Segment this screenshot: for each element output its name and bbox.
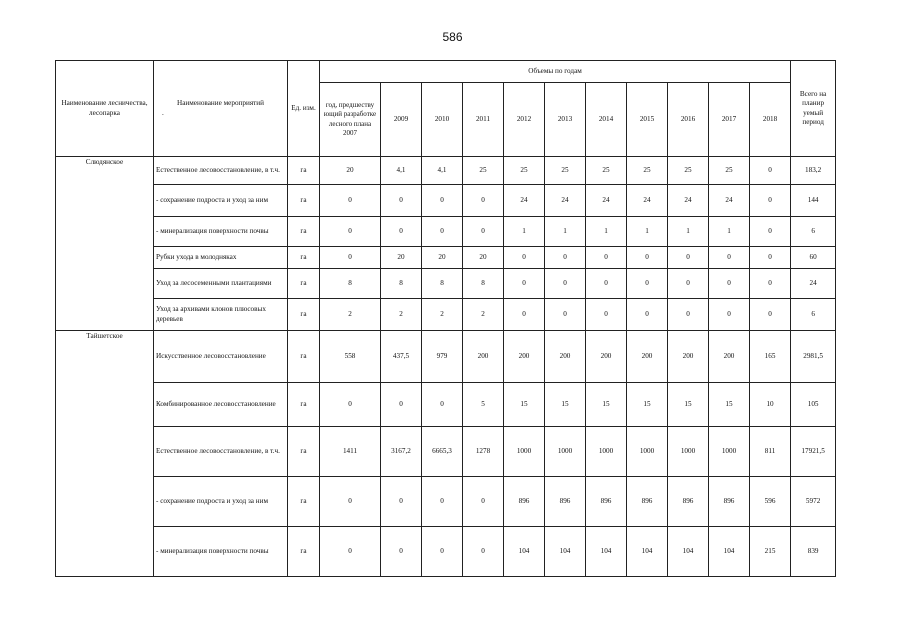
value-cell: 0 xyxy=(320,247,381,269)
value-cell: 0 xyxy=(750,157,791,185)
total-cell: 5972 xyxy=(791,477,836,527)
value-cell: 0 xyxy=(627,269,668,299)
value-cell: 15 xyxy=(709,383,750,427)
value-cell: 596 xyxy=(750,477,791,527)
value-cell: 0 xyxy=(709,269,750,299)
value-cell: 0 xyxy=(668,299,709,331)
activity-name: Искусственное лесовосстановление xyxy=(154,331,288,383)
value-cell: 979 xyxy=(422,331,463,383)
activity-name: - минерализация поверхности почвы xyxy=(154,527,288,577)
value-cell: 0 xyxy=(320,383,381,427)
table-row xyxy=(56,247,836,269)
value-cell: 0 xyxy=(545,269,586,299)
table-row xyxy=(56,331,836,383)
header-year: 2018 xyxy=(750,83,791,157)
value-cell: 0 xyxy=(463,217,504,247)
value-cell: 25 xyxy=(668,157,709,185)
value-cell: 200 xyxy=(627,331,668,383)
table-row xyxy=(56,383,836,427)
value-cell: 24 xyxy=(545,185,586,217)
value-cell: 25 xyxy=(709,157,750,185)
value-cell: 215 xyxy=(750,527,791,577)
value-cell: 15 xyxy=(504,383,545,427)
value-cell: 0 xyxy=(709,299,750,331)
value-cell: 2 xyxy=(320,299,381,331)
activity-name: - сохранение подроста и уход за ним xyxy=(154,185,288,217)
unit-cell: га xyxy=(288,383,320,427)
value-cell: 24 xyxy=(668,185,709,217)
value-cell: 896 xyxy=(627,477,668,527)
value-cell: 0 xyxy=(422,477,463,527)
value-cell: 25 xyxy=(586,157,627,185)
value-cell: 0 xyxy=(381,527,422,577)
value-cell: 437,5 xyxy=(381,331,422,383)
header-activity: Наименование мероприятий . xyxy=(154,61,288,157)
value-cell: 0 xyxy=(504,247,545,269)
value-cell: 1 xyxy=(668,217,709,247)
value-cell: 0 xyxy=(381,477,422,527)
activity-name: Уход за лесосеменными плантациями xyxy=(154,269,288,299)
value-cell: 0 xyxy=(320,185,381,217)
table-row xyxy=(56,527,836,577)
value-cell: 25 xyxy=(463,157,504,185)
value-cell: 3167,2 xyxy=(381,427,422,477)
value-cell: 10 xyxy=(750,383,791,427)
value-cell: 0 xyxy=(750,269,791,299)
total-cell: 2981,5 xyxy=(791,331,836,383)
value-cell: 8 xyxy=(422,269,463,299)
value-cell: 1000 xyxy=(545,427,586,477)
value-cell: 0 xyxy=(668,269,709,299)
value-cell: 2 xyxy=(463,299,504,331)
value-cell: 1000 xyxy=(627,427,668,477)
header-year: 2011 xyxy=(463,83,504,157)
value-cell: 0 xyxy=(668,247,709,269)
unit-cell: га xyxy=(288,157,320,185)
value-cell: 15 xyxy=(668,383,709,427)
value-cell: 1 xyxy=(545,217,586,247)
value-cell: 24 xyxy=(627,185,668,217)
total-cell: 839 xyxy=(791,527,836,577)
value-cell: 0 xyxy=(750,217,791,247)
value-cell: 15 xyxy=(545,383,586,427)
value-cell: 20 xyxy=(381,247,422,269)
header-district: Наименование лесничества, лесопарка xyxy=(56,61,154,157)
activity-name: - сохранение подроста и уход за ним xyxy=(154,477,288,527)
unit-cell: га xyxy=(288,427,320,477)
total-cell: 17921,5 xyxy=(791,427,836,477)
header-base-year: год, предшеству ющий разработке лесного плана 2007 xyxy=(320,83,381,157)
header-year: 2012 xyxy=(504,83,545,157)
value-cell: 5 xyxy=(463,383,504,427)
value-cell: 1000 xyxy=(668,427,709,477)
unit-cell: га xyxy=(288,299,320,331)
total-cell: 183,2 xyxy=(791,157,836,185)
table-row xyxy=(56,477,836,527)
total-cell: 24 xyxy=(791,269,836,299)
activity-name: Естественное лесовосстановление, в т.ч. xyxy=(154,427,288,477)
value-cell: 0 xyxy=(627,247,668,269)
header-year: 2009 xyxy=(381,83,422,157)
activity-name: Рубки ухода в молодняках xyxy=(154,247,288,269)
value-cell: 24 xyxy=(504,185,545,217)
table-row xyxy=(56,157,836,185)
value-cell: 165 xyxy=(750,331,791,383)
value-cell: 4,1 xyxy=(422,157,463,185)
value-cell: 0 xyxy=(422,527,463,577)
value-cell: 1 xyxy=(504,217,545,247)
activity-name: Уход за архивами клонов плюсовых деревьев xyxy=(154,299,288,331)
table-row xyxy=(56,299,836,331)
value-cell: 1278 xyxy=(463,427,504,477)
table-row xyxy=(56,185,836,217)
value-cell: 0 xyxy=(422,185,463,217)
value-cell: 24 xyxy=(709,185,750,217)
value-cell: 1 xyxy=(627,217,668,247)
value-cell: 0 xyxy=(422,383,463,427)
value-cell: 2 xyxy=(381,299,422,331)
total-cell: 60 xyxy=(791,247,836,269)
value-cell: 6665,3 xyxy=(422,427,463,477)
value-cell: 4,1 xyxy=(381,157,422,185)
activity-name: Естественное лесовосстановление, в т.ч. xyxy=(154,157,288,185)
value-cell: 8 xyxy=(320,269,381,299)
value-cell: 0 xyxy=(586,269,627,299)
value-cell: 1 xyxy=(709,217,750,247)
value-cell: 200 xyxy=(463,331,504,383)
value-cell: 1000 xyxy=(504,427,545,477)
value-cell: 896 xyxy=(709,477,750,527)
value-cell: 0 xyxy=(320,217,381,247)
unit-cell: га xyxy=(288,247,320,269)
total-cell: 6 xyxy=(791,217,836,247)
total-cell: 105 xyxy=(791,383,836,427)
value-cell: 0 xyxy=(750,299,791,331)
value-cell: 104 xyxy=(627,527,668,577)
value-cell: 896 xyxy=(668,477,709,527)
value-cell: 20 xyxy=(320,157,381,185)
value-cell: 1 xyxy=(586,217,627,247)
table-row xyxy=(56,427,836,477)
header-year: 2016 xyxy=(668,83,709,157)
value-cell: 0 xyxy=(750,185,791,217)
table-row xyxy=(56,217,836,247)
value-cell: 558 xyxy=(320,331,381,383)
district-name: Слюдянское xyxy=(56,157,154,331)
value-cell: 15 xyxy=(627,383,668,427)
value-cell: 0 xyxy=(545,299,586,331)
header-year: 2010 xyxy=(422,83,463,157)
value-cell: 0 xyxy=(381,217,422,247)
value-cell: 0 xyxy=(422,217,463,247)
header-year: 2015 xyxy=(627,83,668,157)
value-cell: 0 xyxy=(463,527,504,577)
value-cell: 104 xyxy=(709,527,750,577)
total-cell: 144 xyxy=(791,185,836,217)
value-cell: 896 xyxy=(504,477,545,527)
unit-cell: га xyxy=(288,185,320,217)
unit-cell: га xyxy=(288,477,320,527)
activity-name: - минерализация поверхности почвы xyxy=(154,217,288,247)
value-cell: 0 xyxy=(709,247,750,269)
value-cell: 0 xyxy=(320,527,381,577)
unit-cell: га xyxy=(288,527,320,577)
value-cell: 0 xyxy=(381,383,422,427)
value-cell: 0 xyxy=(504,299,545,331)
value-cell: 1000 xyxy=(709,427,750,477)
value-cell: 896 xyxy=(545,477,586,527)
value-cell: 200 xyxy=(668,331,709,383)
value-cell: 0 xyxy=(381,185,422,217)
total-cell: 6 xyxy=(791,299,836,331)
value-cell: 200 xyxy=(545,331,586,383)
value-cell: 200 xyxy=(586,331,627,383)
header-year: 2014 xyxy=(586,83,627,157)
table-header xyxy=(56,61,836,157)
value-cell: 8 xyxy=(463,269,504,299)
header-year: 2013 xyxy=(545,83,586,157)
value-cell: 20 xyxy=(463,247,504,269)
value-cell: 0 xyxy=(463,185,504,217)
value-cell: 0 xyxy=(545,247,586,269)
value-cell: 1411 xyxy=(320,427,381,477)
header-volumes-by-year: Объемы по годам xyxy=(320,61,791,83)
value-cell: 1000 xyxy=(586,427,627,477)
page-number: 586 xyxy=(442,30,463,44)
value-cell: 25 xyxy=(504,157,545,185)
table-body xyxy=(56,157,836,577)
value-cell: 104 xyxy=(504,527,545,577)
value-cell: 0 xyxy=(586,299,627,331)
forest-activities-table xyxy=(55,60,836,577)
value-cell: 24 xyxy=(586,185,627,217)
value-cell: 896 xyxy=(586,477,627,527)
value-cell: 0 xyxy=(586,247,627,269)
value-cell: 20 xyxy=(422,247,463,269)
table-row xyxy=(56,269,836,299)
unit-cell: га xyxy=(288,217,320,247)
value-cell: 15 xyxy=(586,383,627,427)
value-cell: 25 xyxy=(545,157,586,185)
district-name: Тайшетское xyxy=(56,331,154,577)
value-cell: 2 xyxy=(422,299,463,331)
value-cell: 104 xyxy=(586,527,627,577)
value-cell: 104 xyxy=(668,527,709,577)
value-cell: 0 xyxy=(320,477,381,527)
value-cell: 200 xyxy=(709,331,750,383)
value-cell: 0 xyxy=(750,247,791,269)
value-cell: 0 xyxy=(463,477,504,527)
value-cell: 0 xyxy=(627,299,668,331)
value-cell: 8 xyxy=(381,269,422,299)
value-cell: 811 xyxy=(750,427,791,477)
header-year: 2017 xyxy=(709,83,750,157)
unit-cell: га xyxy=(288,331,320,383)
activity-name: Комбинированное лесовосстановление xyxy=(154,383,288,427)
value-cell: 25 xyxy=(627,157,668,185)
header-total: Всего на планир уемый период xyxy=(791,61,836,157)
value-cell: 200 xyxy=(504,331,545,383)
value-cell: 0 xyxy=(504,269,545,299)
unit-cell: га xyxy=(288,269,320,299)
header-unit: Ед. изм. xyxy=(288,61,320,157)
value-cell: 104 xyxy=(545,527,586,577)
